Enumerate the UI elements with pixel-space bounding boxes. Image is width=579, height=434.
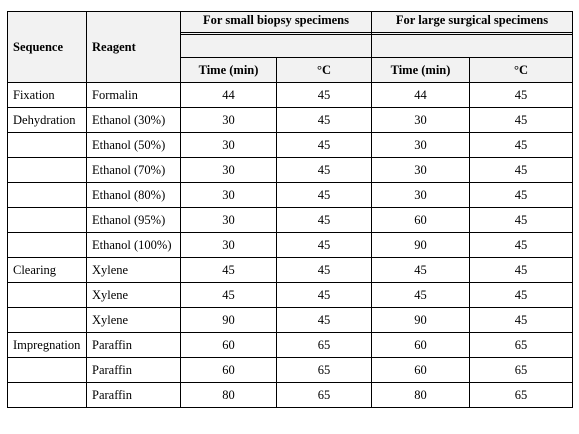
cell-small-temp: 45 bbox=[277, 133, 372, 158]
cell-sequence: Fixation bbox=[8, 83, 87, 108]
cell-reagent: Ethanol (80%) bbox=[87, 183, 181, 208]
cell-sequence bbox=[8, 183, 87, 208]
header-large-temp: °C bbox=[470, 58, 573, 83]
cell-reagent: Paraffin bbox=[87, 333, 181, 358]
table-body bbox=[8, 83, 573, 408]
cell-large-time: 44 bbox=[372, 83, 470, 108]
table-row bbox=[8, 208, 573, 233]
header-small-temp: °C bbox=[277, 58, 372, 83]
cell-large-time: 30 bbox=[372, 108, 470, 133]
cell-small-temp: 45 bbox=[277, 283, 372, 308]
table-row bbox=[8, 108, 573, 133]
cell-sequence: Impregnation bbox=[8, 333, 87, 358]
header-group-large bbox=[372, 12, 573, 58]
table-row bbox=[8, 233, 573, 258]
cell-large-time: 30 bbox=[372, 158, 470, 183]
cell-small-temp: 65 bbox=[277, 358, 372, 383]
cell-reagent: Xylene bbox=[87, 283, 181, 308]
cell-large-time: 30 bbox=[372, 133, 470, 158]
cell-large-time: 30 bbox=[372, 183, 470, 208]
cell-small-time: 30 bbox=[181, 158, 277, 183]
cell-small-time: 60 bbox=[181, 358, 277, 383]
cell-small-temp: 45 bbox=[277, 258, 372, 283]
header-reagent: Reagent bbox=[87, 12, 181, 83]
cell-large-time: 60 bbox=[372, 208, 470, 233]
cell-large-time: 80 bbox=[372, 383, 470, 408]
cell-small-time: 30 bbox=[181, 183, 277, 208]
cell-large-time: 60 bbox=[372, 333, 470, 358]
cell-large-temp: 45 bbox=[470, 158, 573, 183]
cell-reagent: Ethanol (70%) bbox=[87, 158, 181, 183]
cell-sequence bbox=[8, 283, 87, 308]
header-group-small bbox=[181, 12, 372, 58]
cell-sequence: Clearing bbox=[8, 258, 87, 283]
cell-large-time: 45 bbox=[372, 258, 470, 283]
cell-large-temp: 45 bbox=[470, 258, 573, 283]
cell-sequence bbox=[8, 383, 87, 408]
cell-small-time: 30 bbox=[181, 233, 277, 258]
table-row bbox=[8, 283, 573, 308]
cell-small-time: 90 bbox=[181, 308, 277, 333]
cell-sequence bbox=[8, 208, 87, 233]
table-row bbox=[8, 333, 573, 358]
cell-sequence bbox=[8, 308, 87, 333]
cell-small-temp: 45 bbox=[277, 108, 372, 133]
cell-large-time: 60 bbox=[372, 358, 470, 383]
header-small-time: Time (min) bbox=[181, 58, 277, 83]
cell-large-temp: 65 bbox=[470, 383, 573, 408]
cell-large-temp: 45 bbox=[470, 233, 573, 258]
cell-large-temp: 45 bbox=[470, 83, 573, 108]
table-row bbox=[8, 183, 573, 208]
cell-large-temp: 65 bbox=[470, 358, 573, 383]
cell-large-time: 90 bbox=[372, 308, 470, 333]
table-row bbox=[8, 83, 573, 108]
table-row bbox=[8, 158, 573, 183]
cell-reagent: Xylene bbox=[87, 258, 181, 283]
cell-small-temp: 45 bbox=[277, 83, 372, 108]
cell-small-temp: 45 bbox=[277, 183, 372, 208]
cell-large-temp: 65 bbox=[470, 333, 573, 358]
table-row bbox=[8, 358, 573, 383]
cell-reagent: Ethanol (50%) bbox=[87, 133, 181, 158]
cell-sequence: Dehydration bbox=[8, 108, 87, 133]
cell-small-time: 45 bbox=[181, 258, 277, 283]
table-row bbox=[8, 383, 573, 408]
cell-small-time: 30 bbox=[181, 108, 277, 133]
cell-sequence bbox=[8, 358, 87, 383]
cell-small-time: 30 bbox=[181, 133, 277, 158]
cell-reagent: Paraffin bbox=[87, 383, 181, 408]
header-group-small-label: For small biopsy specimens bbox=[181, 12, 371, 35]
cell-large-temp: 45 bbox=[470, 133, 573, 158]
cell-small-temp: 45 bbox=[277, 233, 372, 258]
table-row bbox=[8, 133, 573, 158]
cell-reagent: Ethanol (30%) bbox=[87, 108, 181, 133]
cell-large-temp: 45 bbox=[470, 208, 573, 233]
cell-sequence bbox=[8, 133, 87, 158]
processing-protocol-table bbox=[7, 11, 573, 408]
cell-small-time: 60 bbox=[181, 333, 277, 358]
header-large-time: Time (min) bbox=[372, 58, 470, 83]
cell-reagent: Ethanol (100%) bbox=[87, 233, 181, 258]
cell-reagent: Xylene bbox=[87, 308, 181, 333]
cell-small-temp: 65 bbox=[277, 383, 372, 408]
cell-large-temp: 45 bbox=[470, 108, 573, 133]
cell-large-time: 45 bbox=[372, 283, 470, 308]
cell-reagent: Ethanol (95%) bbox=[87, 208, 181, 233]
table-row bbox=[8, 258, 573, 283]
cell-small-time: 45 bbox=[181, 283, 277, 308]
cell-reagent: Formalin bbox=[87, 83, 181, 108]
cell-small-time: 44 bbox=[181, 83, 277, 108]
cell-large-temp: 45 bbox=[470, 308, 573, 333]
header-group-large-label: For large surgical specimens bbox=[372, 12, 572, 35]
cell-large-time: 90 bbox=[372, 233, 470, 258]
cell-sequence bbox=[8, 233, 87, 258]
cell-small-temp: 45 bbox=[277, 308, 372, 333]
cell-large-temp: 45 bbox=[470, 183, 573, 208]
cell-small-time: 30 bbox=[181, 208, 277, 233]
cell-small-time: 80 bbox=[181, 383, 277, 408]
cell-sequence bbox=[8, 158, 87, 183]
cell-reagent: Paraffin bbox=[87, 358, 181, 383]
cell-large-temp: 45 bbox=[470, 283, 573, 308]
cell-small-temp: 45 bbox=[277, 208, 372, 233]
cell-small-temp: 45 bbox=[277, 158, 372, 183]
cell-small-temp: 65 bbox=[277, 333, 372, 358]
table-row bbox=[8, 308, 573, 333]
header-sequence: Sequence bbox=[8, 12, 87, 83]
